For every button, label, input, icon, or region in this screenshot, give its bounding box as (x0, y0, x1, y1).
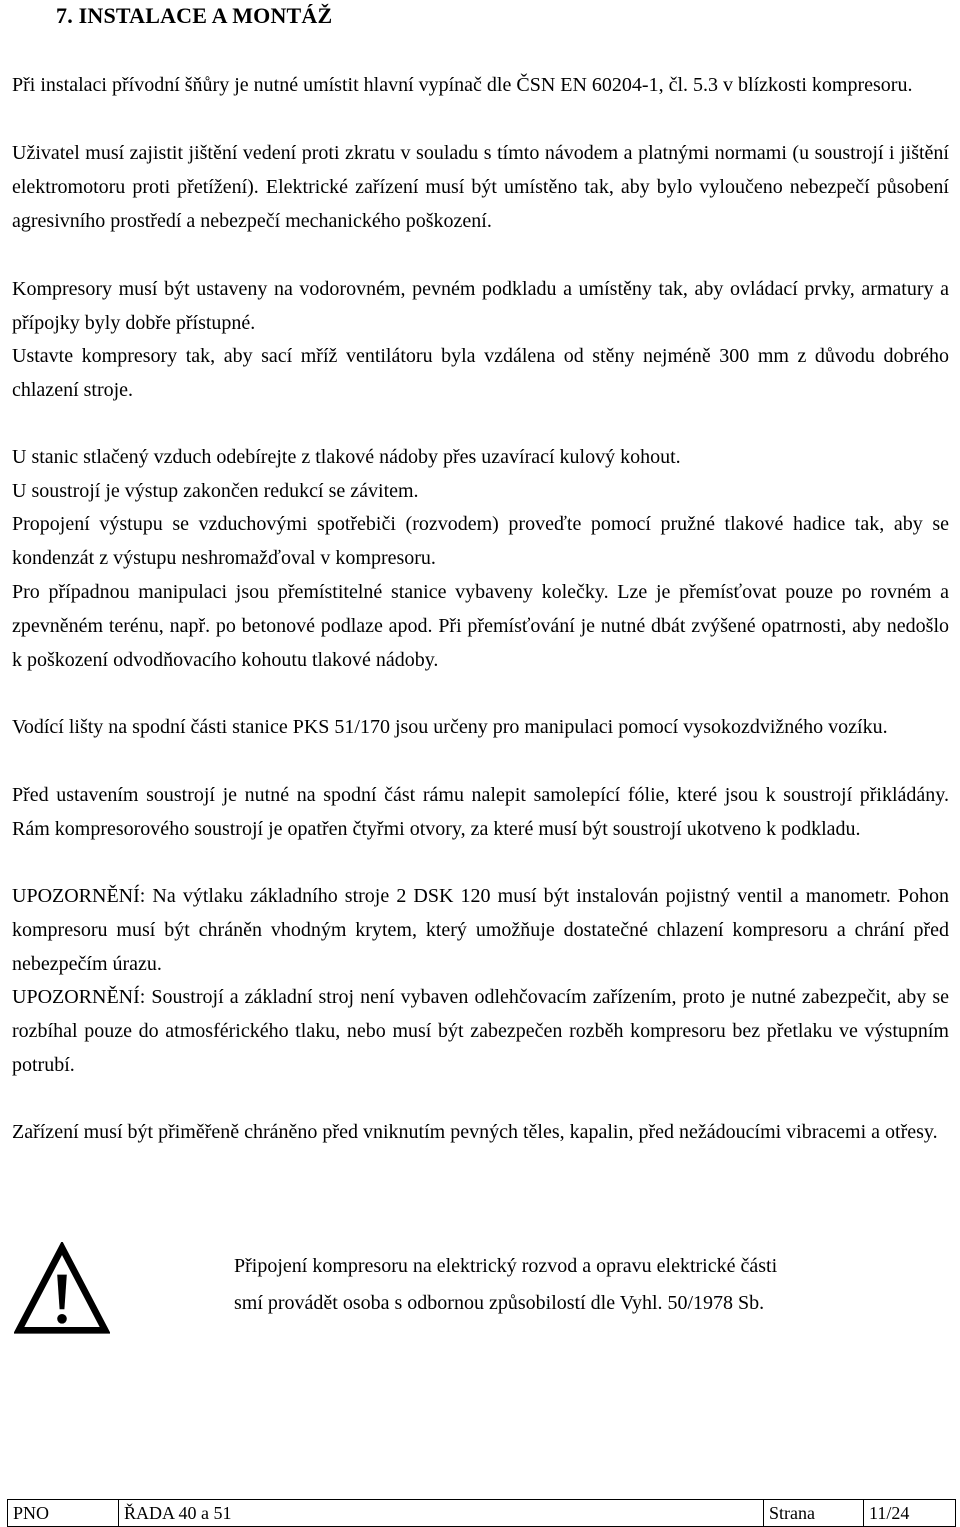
footer-product: PNO (13, 1503, 50, 1523)
paragraph-ventilation-distance: Ustavte kompresory tak, aby sací mříž ventilátoru byla vzdálena od stěny nejméně 300 mm z důvodu dobrého chlazení stroje. (12, 345, 949, 401)
paragraph-placement: Kompresory musí být ustaveny na vodorovném, pevném podkladu a umístěny tak, aby ovládací prvky, armatury a přípojky byly dobře přístupné. (12, 278, 949, 334)
paragraph-hose-connection: Propojení výstupu se vzduchovými spotřebiči (rozvodem) proveďte pomocí pružné tlakové hadice tak, aby se kondenzát z výstupu neshromažďoval v kompresoru. (12, 513, 949, 569)
paragraph-relocation: Pro případnou manipulaci jsou přemístitelné stanice vybaveny kolečky. Lze je přemísťovat pouze po rovném a zpevněném terénu, např. po betonové podlaze apod. Při přemísťování je nutné dbát zvýšené opatrnosti, aby nedošlo k poškození odvodňovacího kohoutu tlakové nádoby. (12, 581, 949, 671)
paragraph-protection: Zařízení musí být přiměřeně chráněno před vniknutím pevných těles, kapalin, před nežádoucími vibracemi a otřesy. (12, 1121, 938, 1143)
paragraph-air-outlet-station: U stanic stlačený vzduch odebírejte z tlakové nádoby přes uzavírací kulový kohout. (12, 446, 681, 468)
footer-page-number: 11/24 (863, 1500, 955, 1526)
paragraph-air-outlet-unit: U soustrojí je výstup zakončen redukcí se závitem. (12, 480, 419, 502)
footer-page-label: Strana (763, 1500, 863, 1526)
warning-line-2: smí provádět osoba s odbornou způsobilostí dle Vyhl. 50/1978 Sb. (234, 1292, 765, 1314)
section-heading: 7. INSTALACE A MONTÁŽ (56, 3, 333, 28)
paragraph-main-switch: Při instalaci přívodní šňůry je nutné umístit hlavní vypínač dle ČSN EN 60204-1, čl. 5.3 v blízkosti kompresoru. (12, 74, 913, 96)
paragraph-forklift-rails: Vodící lišty na spodní části stanice PKS 51/170 jsou určeny pro manipulaci pomocí vysokozdvižného vozíku. (12, 716, 888, 738)
paragraph-warning-unloading: UPOZORNĚNÍ: Soustrojí a základní stroj není vybaven odlehčovacím zařízením, proto je nutné zabezpečit, aby se rozbíhal pouze do atmosférického tlaku, nebo musí být zabezpečen rozběh kompresoru bez přetlaku ve výstupním potrubí. (12, 986, 949, 1076)
footer-series: ŘADA 40 a 51 (118, 1500, 763, 1526)
page-footer (7, 1499, 956, 1527)
paragraph-warning-safety-valve: UPOZORNĚNÍ: Na výtlaku základního stroje 2 DSK 120 musí být instalován pojistný ventil a manometr. Pohon kompresoru musí být chráněn vhodným krytem, který umožňuje dostatečné chlazení kompresoru a chrání před nebezpečím úrazu. (12, 885, 949, 975)
warning-text (234, 1248, 934, 1322)
warning-line-1: Připojení kompresoru na elektrický rozvod a opravu elektrické části (234, 1255, 778, 1277)
electrical-warning-notice (0, 1240, 960, 1350)
paragraph-anchoring: Před ustavením soustrojí je nutné na spodní část rámu nalepit samolepící fólie, které jsou k soustrojí přikládány. Rám kompresorového soustrojí je opatřen čtyřmi otvory, za které musí být soustrojí ukotveno k podkladu. (12, 784, 949, 840)
paragraph-short-circuit-protection: Uživatel musí zajistit jištění vedení proti zkratu v souladu s tímto návodem a platnými normami (u soustrojí i jištění elektromotoru proti přetížení). Elektrické zařízení musí být umístěno tak, aby bylo vyloučeno nebezpečí působení agresivního prostředí a nebezpečí mechanického poškození. (12, 142, 949, 232)
warning-triangle-icon (14, 1242, 110, 1338)
